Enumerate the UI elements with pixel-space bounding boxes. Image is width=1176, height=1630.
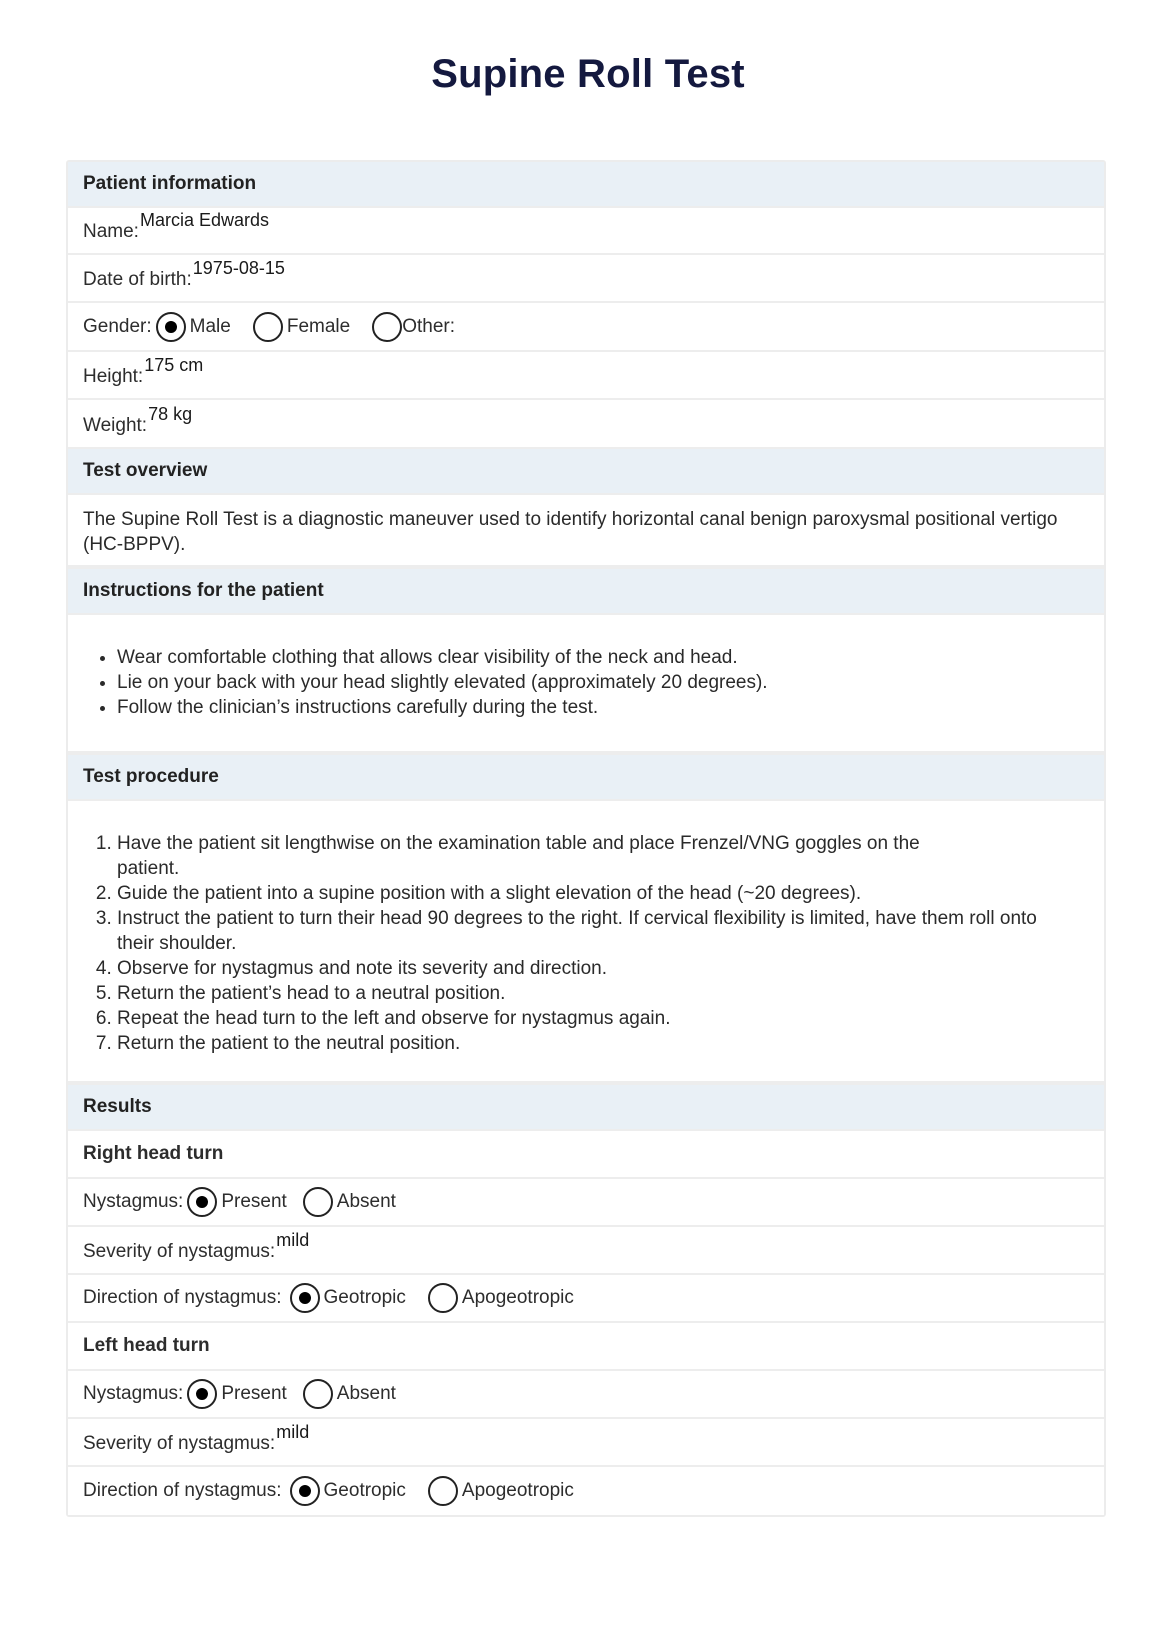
radio-selected-icon[interactable] (290, 1283, 320, 1313)
section-header-test-procedure: Test procedure (68, 753, 1104, 801)
option-label: Absent (336, 1191, 396, 1212)
right-direction-radio-group (286, 1283, 592, 1313)
gender-option-label: Female (286, 315, 351, 337)
procedure-list (83, 831, 1044, 1056)
procedure-step: 2. Guide the patient into a supine position with a slight elevation of the head (~20 degrees). (117, 881, 1044, 906)
right-direction-geotropic[interactable] (286, 1283, 406, 1313)
dob-field[interactable] (68, 255, 1104, 303)
overview-text: The Supine Roll Test is a diagnostic maneuver used to identify horizontal canal benign paroxysmal positional vertigo (HC-BPPV). (68, 495, 1104, 567)
severity-value[interactable]: mild (276, 1422, 310, 1442)
height-label: Height: (83, 366, 144, 387)
instruction-item: • Follow the clinician’s instructions carefully during the test. (117, 695, 1089, 720)
section-header-patient-information: Patient information (68, 162, 1104, 208)
radio-unselected-icon[interactable] (253, 312, 283, 342)
procedure-step: 1. Have the patient sit lengthwise on the examination table and place Frenzel/VNG goggles on the patient. (117, 831, 1044, 881)
instruction-item: • Wear comfortable clothing that allows clear visibility of the neck and head. (117, 645, 1089, 670)
severity-label: Severity of nystagmus: (83, 1241, 276, 1262)
procedure-step: 3. Instruct the patient to turn their head 90 degrees to the right. If cervical flexibility is limited, have them roll onto their shoulder. (117, 906, 1044, 956)
name-field[interactable] (68, 208, 1104, 255)
procedure-step: 4. Observe for nystagmus and note its severity and direction. (117, 956, 1044, 981)
instructions-list (83, 645, 1089, 720)
left-head-turn-heading: Left head turn (68, 1323, 1104, 1371)
section-header-instructions: Instructions for the patient (68, 567, 1104, 615)
option-label: Apogeotropic (461, 1287, 574, 1308)
nystagmus-label: Nystagmus: (83, 1191, 184, 1212)
dob-label: Date of birth: (83, 269, 192, 290)
weight-label: Weight: (83, 415, 148, 436)
procedure-step: 7. Return the patient to the neutral position. (117, 1031, 1044, 1056)
weight-field[interactable] (68, 400, 1104, 447)
option-label: Apogeotropic (461, 1480, 574, 1501)
radio-selected-icon[interactable] (187, 1187, 217, 1217)
procedure-step: 6. Repeat the head turn to the left and observe for nystagmus again. (117, 1006, 1044, 1031)
left-nystagmus-absent[interactable] (299, 1379, 396, 1409)
gender-label: Gender: (83, 315, 152, 337)
direction-label: Direction of nystagmus: (83, 1480, 282, 1501)
right-direction-field (68, 1275, 1104, 1323)
test-form (66, 160, 1106, 1517)
left-direction-apogeotropic[interactable] (424, 1476, 574, 1506)
section-header-test-overview: Test overview (68, 447, 1104, 495)
weight-value[interactable]: 78 kg (148, 404, 193, 424)
height-value[interactable]: 175 cm (144, 355, 204, 375)
right-nystagmus-absent[interactable] (299, 1187, 396, 1217)
page-title: Supine Roll Test (431, 52, 745, 96)
instruction-item: • Lie on your back with your head slightly elevated (approximately 20 degrees). (117, 670, 1089, 695)
radio-unselected-icon[interactable] (303, 1187, 333, 1217)
severity-label: Severity of nystagmus: (83, 1433, 276, 1454)
radio-selected-icon[interactable] (156, 312, 186, 342)
radio-selected-icon[interactable] (187, 1379, 217, 1409)
right-nystagmus-radio-group (183, 1187, 414, 1217)
gender-option-label: Male (189, 315, 231, 337)
procedure-step: 5. Return the patient’s head to a neutral position. (117, 981, 1044, 1006)
right-nystagmus-present[interactable] (183, 1187, 286, 1217)
option-label: Geotropic (323, 1480, 406, 1501)
dob-value[interactable]: 1975-08-15 (192, 258, 285, 278)
right-nystagmus-field (68, 1179, 1104, 1227)
left-direction-field (68, 1467, 1104, 1515)
option-label: Geotropic (323, 1287, 406, 1308)
direction-label: Direction of nystagmus: (83, 1287, 282, 1308)
gender-field (68, 303, 1104, 352)
right-head-turn-heading: Right head turn (68, 1131, 1104, 1179)
right-direction-apogeotropic[interactable] (424, 1283, 574, 1313)
nystagmus-label: Nystagmus: (83, 1383, 184, 1404)
left-direction-radio-group (286, 1476, 592, 1506)
right-severity-field[interactable] (68, 1227, 1104, 1275)
left-nystagmus-radio-group (183, 1379, 414, 1409)
section-header-results: Results (68, 1083, 1104, 1131)
name-label: Name: (83, 221, 139, 242)
severity-value[interactable]: mild (276, 1230, 310, 1250)
gender-option-label: Other: (402, 315, 456, 337)
option-label: Present (221, 1191, 287, 1212)
gender-radio-group (152, 312, 473, 342)
option-label: Present (221, 1383, 287, 1404)
radio-unselected-icon[interactable] (428, 1283, 458, 1313)
procedure-list-container (68, 801, 1104, 1083)
height-field[interactable] (68, 352, 1104, 400)
radio-unselected-icon[interactable] (428, 1476, 458, 1506)
left-nystagmus-present[interactable] (183, 1379, 286, 1409)
name-value[interactable]: Marcia Edwards (139, 210, 270, 230)
option-label: Absent (336, 1383, 396, 1404)
left-direction-geotropic[interactable] (286, 1476, 406, 1506)
left-nystagmus-field (68, 1371, 1104, 1419)
gender-option-other[interactable] (368, 312, 455, 342)
radio-unselected-icon[interactable] (372, 312, 402, 342)
gender-option-female[interactable] (249, 312, 350, 342)
gender-option-male[interactable] (152, 312, 231, 342)
radio-selected-icon[interactable] (290, 1476, 320, 1506)
instructions-list-container (68, 615, 1104, 753)
left-severity-field[interactable] (68, 1419, 1104, 1467)
radio-unselected-icon[interactable] (303, 1379, 333, 1409)
